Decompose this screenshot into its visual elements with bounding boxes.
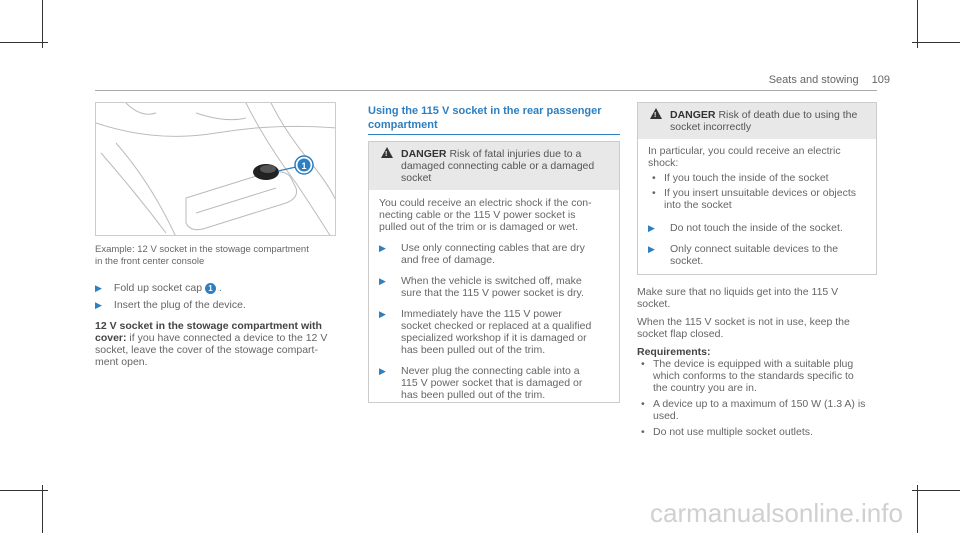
danger-step xyxy=(369,233,619,266)
bullet-icon: • xyxy=(641,426,645,438)
arrow-icon: ▶ xyxy=(95,300,102,310)
step-line: has been pulled out of the trim. xyxy=(401,344,546,356)
console-socket-figure xyxy=(95,102,336,236)
arrow-icon: ▶ xyxy=(379,243,386,253)
step-text: . xyxy=(218,282,222,294)
danger-text: Risk of fatal injuries due to a xyxy=(449,148,582,160)
step-insert-plug xyxy=(95,299,345,312)
step-line: socket checked or replaced at a qualified xyxy=(401,320,592,332)
danger-label: DANGER xyxy=(401,148,447,160)
arrow-icon: ▶ xyxy=(95,283,102,293)
step-line: Do not touch the inside of the socket. xyxy=(670,222,843,234)
step-text: Insert the plug of the device. xyxy=(113,299,246,311)
arrow-icon: ▶ xyxy=(379,366,386,376)
step-line: When the vehicle is switched off, make xyxy=(401,275,582,287)
socket-cap xyxy=(253,164,279,180)
para-line: socket. xyxy=(637,298,671,310)
arrow-icon: ▶ xyxy=(379,276,386,286)
bullet-icon: • xyxy=(652,187,656,199)
caption-line: Example: 12 V socket in the stowage compartment xyxy=(95,244,309,255)
crop-mark xyxy=(912,42,960,43)
crop-mark xyxy=(912,490,960,491)
crop-mark xyxy=(917,485,918,533)
danger-text: socket incorrectly xyxy=(670,121,752,133)
step-line: socket. xyxy=(670,255,704,267)
step-line: 115 V power socket that is damaged or xyxy=(401,377,583,389)
heading-line: Using the 115 V socket in the rear passenger xyxy=(368,105,602,117)
crop-mark xyxy=(42,485,43,533)
danger-para xyxy=(369,190,619,233)
crop-mark xyxy=(42,0,43,48)
section-heading xyxy=(368,104,620,132)
step-line: Only connect suitable devices to the xyxy=(670,243,839,255)
danger-box-fatal xyxy=(368,141,620,403)
figure-caption xyxy=(95,244,345,268)
bullet-item xyxy=(638,169,876,184)
bullet-line: Do not use multiple socket outlets. xyxy=(653,426,813,438)
arrow-icon: ▶ xyxy=(379,309,386,319)
bullet-icon: • xyxy=(641,358,645,370)
para-line: In particular, you could receive an electric xyxy=(648,145,841,157)
callout-ref: 1 xyxy=(205,283,216,294)
step-line: sure that the 115 V power socket is dry. xyxy=(401,287,584,299)
bullet-line: If you insert unsuitable devices or objects xyxy=(664,187,857,199)
bullet-line: the country you are in. xyxy=(653,382,757,394)
note-heading: cover: xyxy=(95,332,127,344)
heading-line: compartment xyxy=(368,119,438,131)
req-bullet xyxy=(637,422,882,438)
bullet-line: used. xyxy=(653,410,679,422)
caption-line: in the front center console xyxy=(95,256,205,267)
callout-number: 1 xyxy=(301,161,307,171)
danger-text: Risk of death due to using the xyxy=(718,109,858,121)
para-line: socket flap closed. xyxy=(637,328,724,340)
crop-mark xyxy=(917,0,918,48)
danger-box-death xyxy=(637,102,877,275)
req-bullet xyxy=(637,358,882,394)
heading-rule xyxy=(368,134,620,135)
section-title: Seats and stowing xyxy=(768,74,859,86)
crop-mark xyxy=(0,42,48,43)
bullet-icon: • xyxy=(652,172,656,184)
arrow-icon: ▶ xyxy=(648,244,655,254)
step-line: specialized workshop if it is damaged or xyxy=(401,332,587,344)
header-rule xyxy=(95,90,877,91)
crop-mark xyxy=(0,490,48,491)
danger-step xyxy=(638,211,876,234)
danger-para xyxy=(638,139,876,169)
bullet-line: The device is equipped with a suitable plug xyxy=(653,358,854,370)
bullet-line: If you touch the inside of the socket xyxy=(664,172,829,184)
danger-step xyxy=(638,234,876,267)
arrow-icon: ▶ xyxy=(648,223,655,233)
note-heading: 12 V socket in the stowage compartment with xyxy=(95,320,322,332)
requirements-heading: Requirements: xyxy=(637,346,711,358)
danger-text: damaged connecting cable or a damaged xyxy=(401,160,595,172)
bullet-item xyxy=(638,184,876,211)
note-text: ment open. xyxy=(95,356,148,368)
step-line: and free of damage. xyxy=(401,254,495,266)
console-illustration xyxy=(96,103,336,236)
danger-step xyxy=(369,356,619,401)
step-line: has been pulled out of the trim. xyxy=(401,389,546,401)
para-line: shock: xyxy=(648,157,679,169)
bullet-icon: • xyxy=(641,398,645,410)
cover-note xyxy=(95,320,347,368)
step-text: Fold up socket cap xyxy=(113,282,205,294)
socket-instructions xyxy=(637,286,882,438)
bullet-line: A device up to a maximum of 150 W (1.3 A) is xyxy=(653,398,866,410)
danger-step xyxy=(369,266,619,299)
para-line: When the 115 V socket is not in use, keep the xyxy=(637,316,850,328)
danger-header xyxy=(369,142,619,190)
danger-step xyxy=(369,299,619,356)
danger-header xyxy=(638,103,876,139)
para-line: pulled out of the trim or is damaged or wet. xyxy=(379,221,579,233)
watermark: carmanualsonline.info xyxy=(650,498,903,528)
step-fold-cap xyxy=(95,282,345,295)
step-line: Immediately have the 115 V power xyxy=(401,308,562,320)
para-line: Make sure that no liquids get into the 115 V xyxy=(637,286,839,298)
warning-icon xyxy=(381,147,393,158)
bullet-line: which conforms to the standards specific to xyxy=(653,370,854,382)
running-header xyxy=(769,74,890,86)
warning-icon xyxy=(650,108,662,119)
bullet-line: into the socket xyxy=(664,199,732,211)
step-line: Use only connecting cables that are dry xyxy=(401,242,585,254)
para-line: necting cable or the 115 V power socket is xyxy=(379,209,576,221)
note-text: if you have connected a device to the 12 V xyxy=(126,332,328,344)
danger-text: socket xyxy=(401,172,432,184)
danger-label: DANGER xyxy=(670,109,716,121)
para-line: You could receive an electric shock if the con- xyxy=(379,197,592,209)
page-number: 109 xyxy=(871,74,890,86)
req-bullet xyxy=(637,394,882,422)
note-text: socket, leave the cover of the stowage compart- xyxy=(95,344,318,356)
step-line: Never plug the connecting cable into a xyxy=(401,365,580,377)
